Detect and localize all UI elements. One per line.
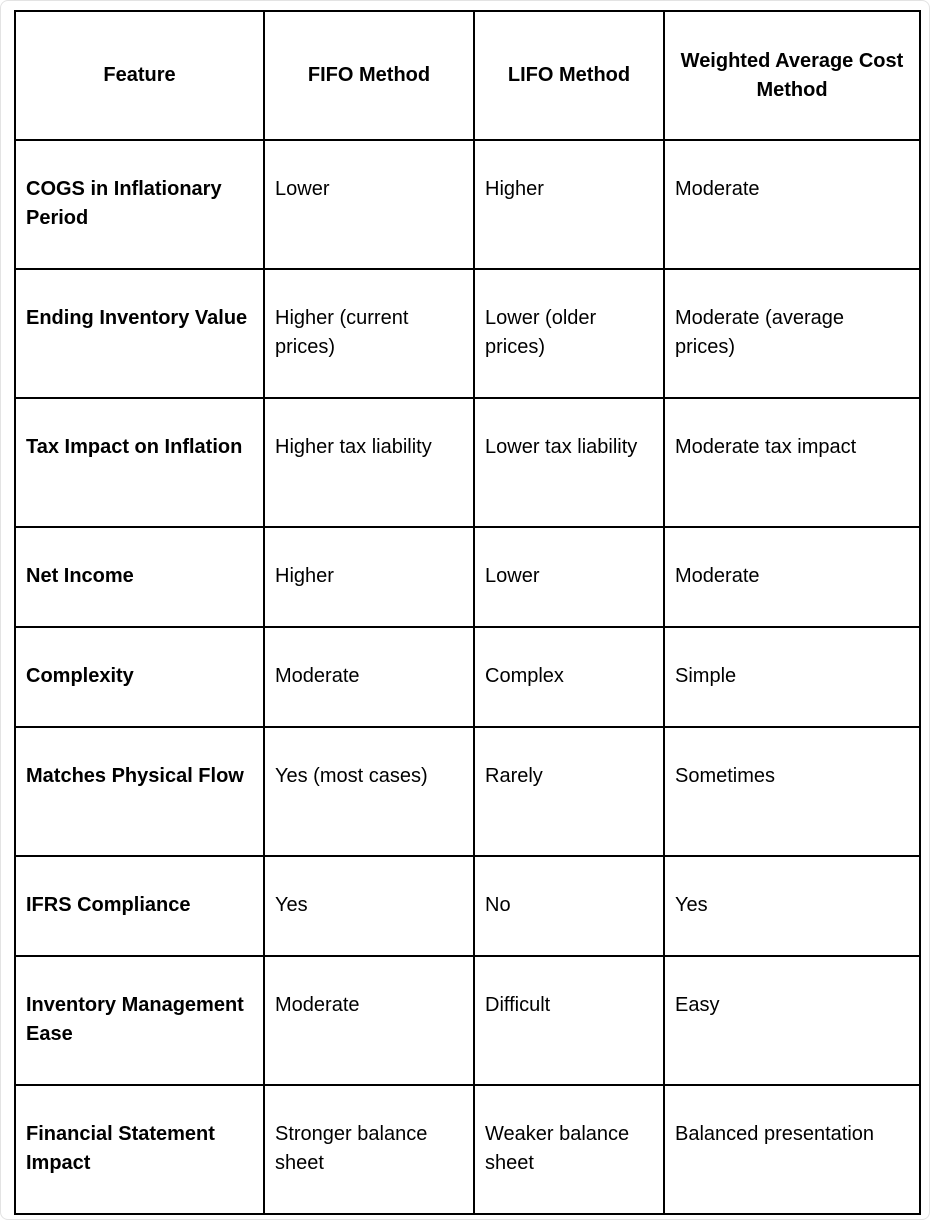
header-fifo: FIFO Method xyxy=(264,11,474,140)
table-row xyxy=(15,627,920,727)
weighted-average-cell: Moderate (average prices) xyxy=(664,269,920,398)
weighted-average-cell: Sometimes xyxy=(664,727,920,856)
lifo-cell: Rarely xyxy=(474,727,664,856)
header-lifo: LIFO Method xyxy=(474,11,664,140)
fifo-cell: Higher (current prices) xyxy=(264,269,474,398)
feature-cell: Ending Inventory Value xyxy=(15,269,264,398)
comparison-table xyxy=(14,10,921,1215)
feature-cell: Inventory Management Ease xyxy=(15,956,264,1085)
lifo-cell: Difficult xyxy=(474,956,664,1085)
table-row xyxy=(15,856,920,956)
feature-cell: COGS in Inflationary Period xyxy=(15,140,264,269)
lifo-cell: Lower (older prices) xyxy=(474,269,664,398)
fifo-cell: Moderate xyxy=(264,627,474,727)
feature-cell: Net Income xyxy=(15,527,264,627)
feature-cell: Tax Impact on Inflation xyxy=(15,398,264,527)
lifo-cell: No xyxy=(474,856,664,956)
fifo-cell: Stronger balance sheet xyxy=(264,1085,474,1214)
table-row xyxy=(15,727,920,856)
weighted-average-cell: Moderate xyxy=(664,527,920,627)
table-row xyxy=(15,269,920,398)
weighted-average-cell: Easy xyxy=(664,956,920,1085)
fifo-cell: Lower xyxy=(264,140,474,269)
fifo-cell: Yes xyxy=(264,856,474,956)
header-feature: Feature xyxy=(15,11,264,140)
table-row xyxy=(15,1085,920,1214)
table-row xyxy=(15,140,920,269)
lifo-cell: Lower xyxy=(474,527,664,627)
fifo-cell: Higher tax liability xyxy=(264,398,474,527)
feature-cell: IFRS Compliance xyxy=(15,856,264,956)
feature-cell: Complexity xyxy=(15,627,264,727)
fifo-cell: Higher xyxy=(264,527,474,627)
feature-cell: Matches Physical Flow xyxy=(15,727,264,856)
table-row xyxy=(15,956,920,1085)
feature-cell: Financial Statement Impact xyxy=(15,1085,264,1214)
weighted-average-cell: Simple xyxy=(664,627,920,727)
lifo-cell: Weaker balance sheet xyxy=(474,1085,664,1214)
header-weighted-average: Weighted Average Cost Method xyxy=(664,11,920,140)
table-row xyxy=(15,527,920,627)
table-header-row xyxy=(15,11,920,140)
fifo-cell: Moderate xyxy=(264,956,474,1085)
lifo-cell: Lower tax liability xyxy=(474,398,664,527)
weighted-average-cell: Moderate xyxy=(664,140,920,269)
fifo-cell: Yes (most cases) xyxy=(264,727,474,856)
lifo-cell: Higher xyxy=(474,140,664,269)
weighted-average-cell: Balanced presentation xyxy=(664,1085,920,1214)
lifo-cell: Complex xyxy=(474,627,664,727)
table-row xyxy=(15,398,920,527)
weighted-average-cell: Yes xyxy=(664,856,920,956)
weighted-average-cell: Moderate tax impact xyxy=(664,398,920,527)
